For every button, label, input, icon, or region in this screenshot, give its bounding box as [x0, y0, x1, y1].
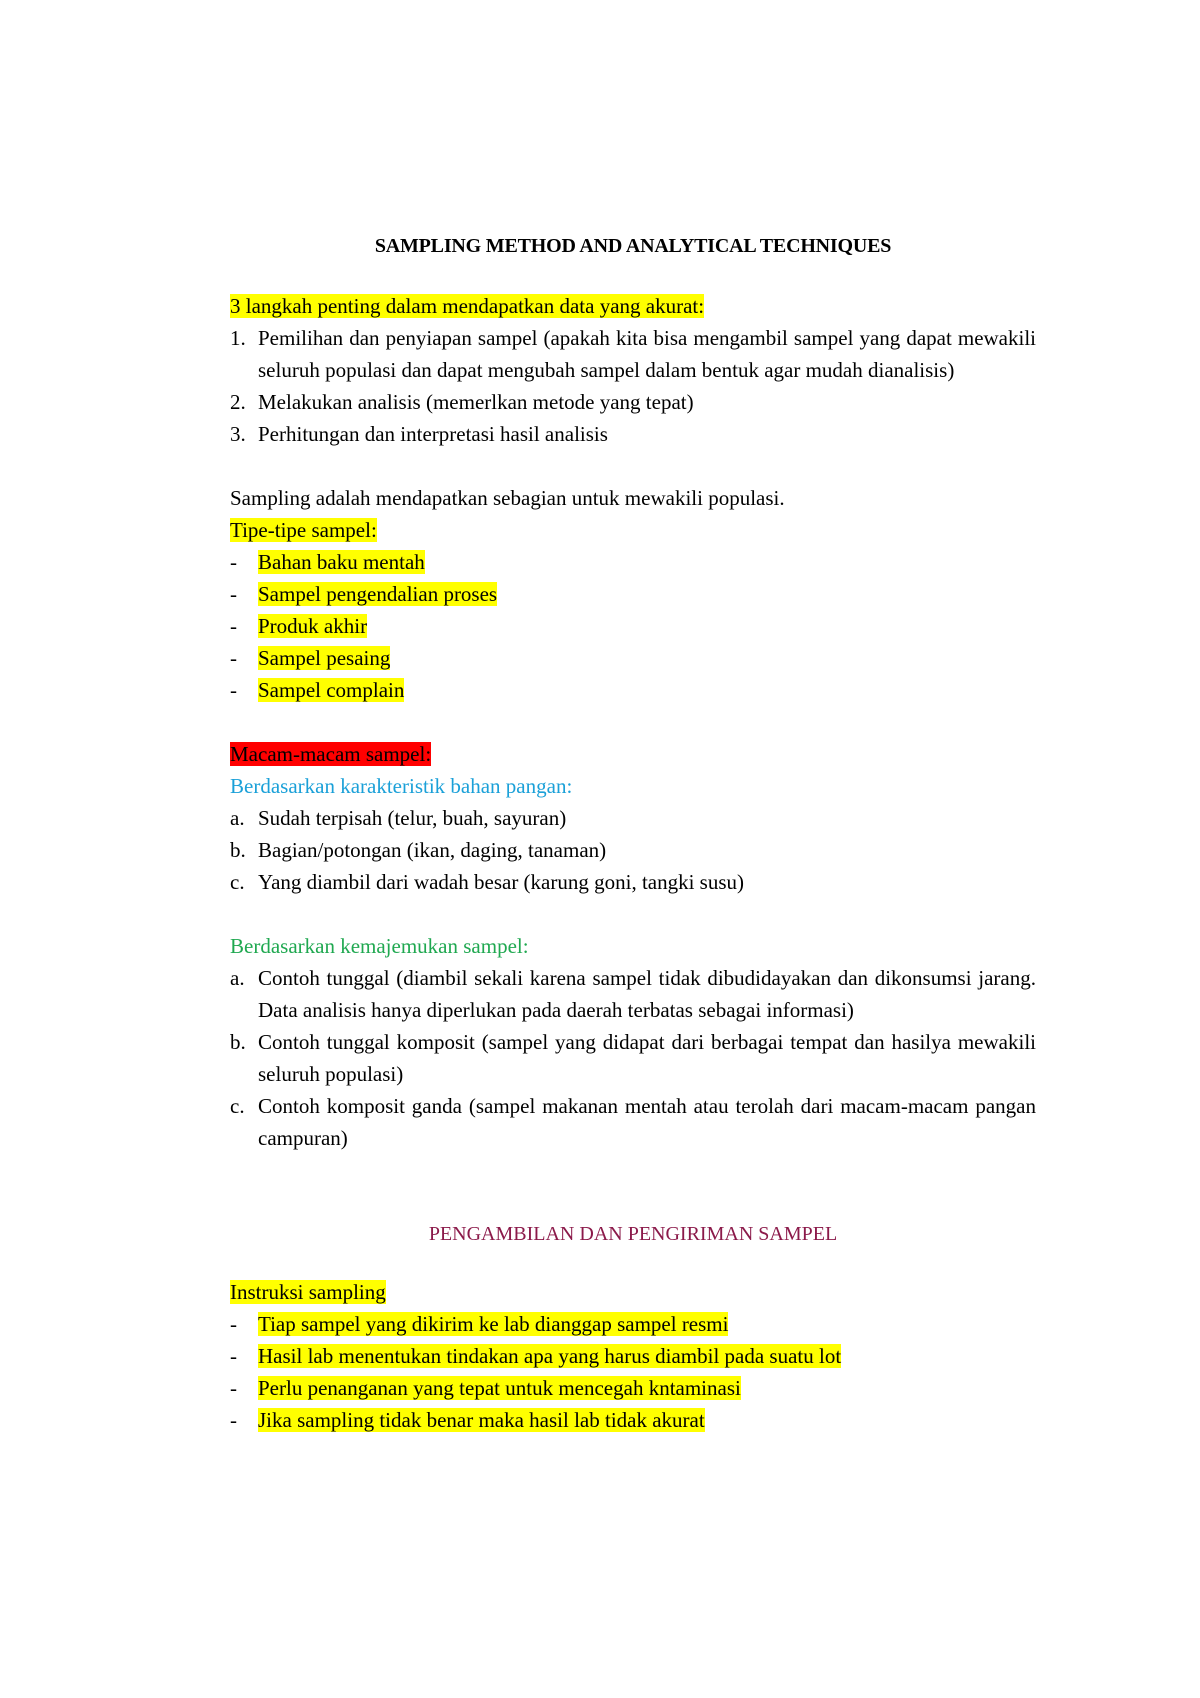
list-item — [230, 386, 1036, 418]
instructions-heading-text: Instruksi sampling — [230, 1280, 386, 1304]
list-item-text: Perhitungan dan interpretasi hasil analisis — [258, 422, 608, 446]
list-marker: 1. — [230, 326, 246, 350]
list-item — [230, 1372, 1036, 1404]
list-item-text: Sampel pengendalian proses — [258, 582, 498, 606]
list-item-text: Contoh tunggal komposit (sampel yang didapat dari berbagai tempat dan hasilya mewakili seluruh populasi) — [258, 1030, 1036, 1086]
list-marker: - — [230, 1376, 237, 1400]
list-item-text: Contoh komposit ganda (sampel makanan mentah atau terolah dari macam-macam pangan campuran) — [258, 1094, 1036, 1150]
steps-heading-text: 3 langkah penting dalam mendapatkan data yang akurat: — [230, 294, 705, 318]
spacer — [230, 898, 1036, 930]
list-marker: - — [230, 550, 237, 574]
list-marker: 3. — [230, 422, 246, 446]
list-item-text: Bahan baku mentah — [258, 550, 425, 574]
types-heading — [230, 514, 1036, 546]
list-item — [230, 642, 1036, 674]
spacer — [230, 450, 1036, 482]
section-title: PENGAMBILAN DAN PENGIRIMAN SAMPEL — [428, 1223, 838, 1245]
types-list — [230, 546, 1036, 706]
characteristic-list — [230, 802, 1036, 898]
list-marker: c. — [230, 1094, 245, 1118]
list-marker: b. — [230, 838, 246, 862]
list-marker: - — [230, 1312, 237, 1336]
list-marker: - — [230, 582, 237, 606]
instructions-heading — [230, 1276, 1036, 1308]
list-item-text: Sampel pesaing — [258, 646, 391, 670]
list-item-text: Melakukan analisis (memerlkan metode yang tepat) — [258, 390, 694, 414]
list-marker: c. — [230, 870, 245, 894]
list-marker: - — [230, 678, 237, 702]
list-item-text: Bagian/potongan (ikan, daging, tanaman) — [258, 838, 607, 862]
list-item — [230, 1090, 1036, 1154]
list-item-text: Yang diambil dari wadah besar (karung goni, tangki susu) — [258, 870, 745, 894]
list-item-text: Jika sampling tidak benar maka hasil lab tidak akurat — [258, 1408, 705, 1432]
list-marker: - — [230, 1344, 237, 1368]
list-item — [230, 866, 1036, 898]
list-item — [230, 322, 1036, 386]
list-item — [230, 834, 1036, 866]
list-marker: 2. — [230, 390, 246, 414]
list-item-text: Hasil lab menentukan tindakan apa yang harus diambil pada suatu lot — [258, 1344, 842, 1368]
list-item — [230, 674, 1036, 706]
list-item — [230, 802, 1036, 834]
characteristic-heading: Berdasarkan karakteristik bahan pangan: — [230, 774, 573, 798]
kinds-heading-text: Macam-macam sampel: — [230, 742, 432, 766]
steps-list — [230, 322, 1036, 450]
kinds-heading — [230, 738, 1036, 770]
list-marker: a. — [230, 966, 245, 990]
list-item — [230, 1308, 1036, 1340]
composition-heading: Berdasarkan kemajemukan sampel: — [230, 934, 529, 958]
composition-list — [230, 962, 1036, 1154]
list-item-text: Sampel complain — [258, 678, 405, 702]
instructions-list — [230, 1308, 1036, 1436]
list-item-text: Sudah terpisah (telur, buah, sayuran) — [258, 806, 567, 830]
list-marker: b. — [230, 1030, 246, 1054]
list-item — [230, 1340, 1036, 1372]
list-marker: - — [230, 614, 237, 638]
document-page — [230, 230, 1036, 1436]
list-item — [230, 1404, 1036, 1436]
list-item — [230, 418, 1036, 450]
list-item-text: Pemilihan dan penyiapan sampel (apakah kita bisa mengambil sampel yang dapat mewakili seluruh populasi dan dapat mengubah sampel dalam bentuk agar mudah dianalisis) — [258, 326, 1036, 382]
list-item-text: Tiap sampel yang dikirim ke lab dianggap sampel resmi — [258, 1312, 729, 1336]
list-item — [230, 610, 1036, 642]
list-marker: a. — [230, 806, 245, 830]
list-item-text: Contoh tunggal (diambil sekali karena sampel tidak dibudidayakan dan dikonsumsi jarang. Data analisis hanya diperlukan pada daerah terbatas sebagai informasi) — [258, 966, 1036, 1022]
types-heading-text: Tipe-tipe sampel: — [230, 518, 377, 542]
list-item — [230, 546, 1036, 578]
spacer — [230, 706, 1036, 738]
list-marker: - — [230, 1408, 237, 1432]
list-marker: - — [230, 646, 237, 670]
list-item-text: Produk akhir — [258, 614, 368, 638]
spacer — [230, 1154, 1036, 1218]
document-title: SAMPLING METHOD AND ANALYTICAL TECHNIQUES — [374, 235, 892, 257]
sampling-definition: Sampling adalah mendapatkan sebagian untuk mewakili populasi. — [230, 486, 785, 510]
list-item-text: Perlu penanganan yang tepat untuk mencegah kntaminasi — [258, 1376, 741, 1400]
list-item — [230, 578, 1036, 610]
steps-heading — [230, 290, 1036, 322]
list-item — [230, 962, 1036, 1026]
list-item — [230, 1026, 1036, 1090]
